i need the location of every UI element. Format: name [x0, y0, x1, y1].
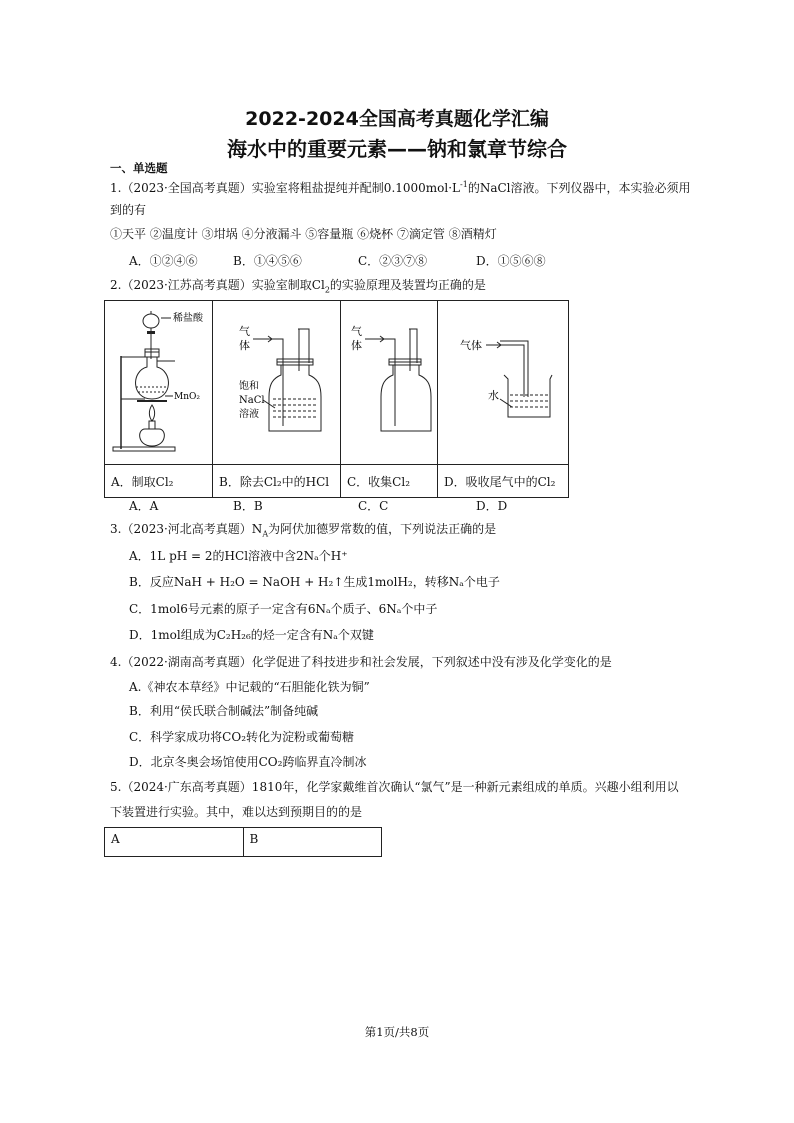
svg-text:水: 水 [488, 389, 499, 402]
q2-caption-d: D．吸收尾气中的Cl₂ [438, 465, 569, 498]
q2-option-c: C．C [358, 499, 389, 513]
q2-option-b: B．B [233, 499, 263, 513]
q2-figure-b [213, 301, 341, 465]
q5-cell-b: B [243, 828, 382, 857]
svg-text:体: 体 [351, 339, 362, 352]
q3-option-d: D．1mol组成为C₂H₂₆的烃一定含有Nₐ个双键 [129, 628, 374, 642]
q2-figure-d [438, 301, 569, 465]
q2-caption-a: A．制取Cl₂ [105, 465, 213, 498]
gas-collection-bottle-diagram [341, 301, 437, 461]
svg-text:溶液: 溶液 [239, 409, 259, 420]
section-heading: 一、单选题 [110, 161, 168, 175]
q4-option-c: C．科学家成功将CO₂转化为淀粉或葡萄糖 [129, 730, 355, 744]
q4-stem: 4.（2022·湖南高考真题）化学促进了科技进步和社会发展，下列叙述中没有涉及化学变化的是 [110, 655, 612, 669]
svg-text:饱和: 饱和 [239, 381, 259, 392]
svg-text:气: 气 [351, 325, 362, 338]
q2-option-d: D．D [476, 499, 508, 513]
q3-stem: 3.（2023·河北高考真题）$N_A$为阿伏加德罗常数的值，下列说法正确的是 [110, 522, 497, 539]
q5-cell-a: A [105, 828, 244, 857]
q2-caption-c: C．收集Cl₂ [341, 465, 438, 498]
tail-gas-absorption-diagram [438, 301, 568, 461]
svg-text:体: 体 [239, 339, 250, 352]
q4-option-b: B．利用“侯氏联合制碱法”制备纯碱 [129, 704, 319, 718]
q4-option-d: D．北京冬奥会场馆使用CO₂跨临界直冷制冰 [129, 755, 367, 769]
q1-option-c: C．②③⑦⑧ [358, 254, 428, 268]
q3-option-a: A．1L pH = 2的HCl溶液中含2Nₐ个H⁺ [129, 549, 348, 563]
page-footer: 第1页/共8页 [364, 1025, 430, 1039]
q1-items: ①天平 ②温度计 ③坩埚 ④分液漏斗 ⑤容量瓶 ⑥烧杯 ⑦滴定管 ⑧酒精灯 [110, 227, 497, 241]
svg-text:气体: 气体 [460, 339, 482, 352]
q2-figure-c [341, 301, 438, 465]
q1-stem-line2: 到的有 [110, 203, 147, 217]
svg-text:NaCl: NaCl [239, 395, 265, 406]
document-title: 2022-2024全国高考真题化学汇编 [245, 108, 549, 130]
dilute-hcl-label: 稀盐酸 [173, 313, 203, 324]
q3-option-b: B．反应NaH + H₂O = NaOH + H₂↑生成1molH₂，转移Nₐ个电子 [129, 575, 500, 589]
q1-option-a: A．①②④⑥ [129, 254, 198, 268]
q2-figure-a [105, 301, 213, 465]
q5-apparatus-table [104, 827, 382, 857]
q5-stem-line1: 5.（2024·广东高考真题）1810年，化学家戴维首次确认“氯气”是一种新元素组成的单质。兴趣小组利用以 [110, 780, 679, 794]
q1-stem-line1: 1.（2023·全国高考真题）实验室将粗盐提纯并配制$0.1000mol\cdot L^{-1}$的NaCl溶液。下列仪器中，本实验必须用 [110, 180, 691, 195]
q4-option-a: A.《神农本草经》中记载的“石胆能化铁为铜” [129, 680, 370, 694]
q2-stem: 2.（2023·江苏高考真题）实验室制取$Cl_2$的实验原理及装置均正确的是 [110, 278, 486, 295]
q1-option-d: D．①⑤⑥⑧ [476, 254, 546, 268]
svg-text:气: 气 [239, 325, 250, 338]
document-subtitle: 海水中的重要元素——钠和氯章节综合 [227, 137, 567, 161]
q2-option-a: A．A [129, 499, 159, 513]
gas-washing-bottle-diagram [213, 301, 340, 461]
q2-caption-b: B．除去Cl₂中的HCl [213, 465, 341, 498]
chlorine-generator-diagram [105, 301, 212, 461]
mno2-label: MnO₂ [174, 392, 200, 402]
q1-option-b: B．①④⑤⑥ [233, 254, 302, 268]
q3-option-c: C．1mol6号元素的原子一定含有6Nₐ个质子、6Nₐ个中子 [129, 602, 438, 616]
q5-stem-line2: 下装置进行实验。其中，难以达到预期目的的是 [110, 805, 363, 819]
q2-apparatus-table [104, 300, 569, 498]
